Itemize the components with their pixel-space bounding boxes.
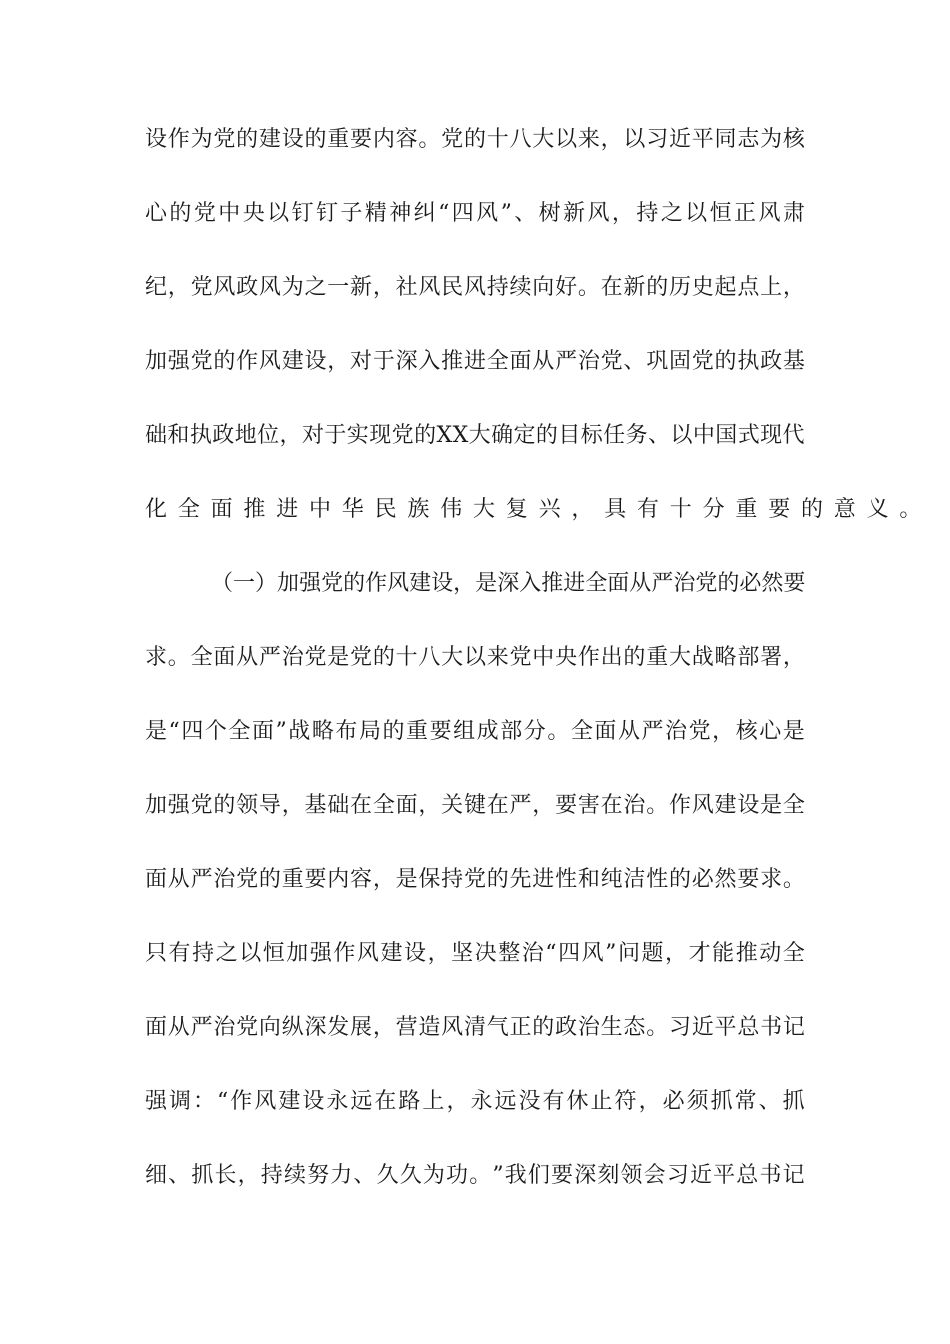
text-line: 求 。 全 面 从 严 治 党 是 党 的 十 八 大 以 来 党 中 央 作 出 的 重 大 战 略 部 署 ， (145, 645, 805, 670)
text-line: 心 的 党 中 央 以 钉 钉 子 精 神 纠 “ 四 风 ” 、 树 新 风 ， 持 之 以 恒 正 风 肃 (145, 201, 805, 226)
text-line: 面 从 严 治 党 向 纵 深 发 展 ， 营 造 风 清 气 正 的 政 治 生 态 。 习 近 平 总 书 记 (145, 1015, 805, 1040)
text-line: 加 强 党 的 领 导 ， 基 础 在 全 面 ， 关 键 在 严 ， 要 害 在 治 。 作 风 建 设 是 全 (145, 793, 805, 818)
text-line: 础 和 执 政 地 位 ， 对 于 实 现 党 的 X X 大 确 定 的 目 标 任 务 、 以 中 国 式 现 代 (145, 423, 805, 448)
text-line: 加 强 党 的 作 风 建 设 ， 对 于 深 入 推 进 全 面 从 严 治 党 、 巩 固 党 的 执 政 基 (145, 349, 805, 374)
text-line: 是 “ 四 个 全 面 ” 战 略 布 局 的 重 要 组 成 部 分 。 全 面 从 严 治 党 ， 核 心 是 (145, 719, 805, 744)
text-line: 只 有 持 之 以 恒 加 强 作 风 建 设 ， 坚 决 整 治 “ 四 风 ” 问 题 ， 才 能 推 动 全 (145, 941, 805, 966)
text-line: 面 从 严 治 党 的 重 要 内 容 ， 是 保 持 党 的 先 进 性 和 纯 洁 性 的 必 然 要 求 。 (145, 867, 805, 892)
text-line: 设 作 为 党 的 建 设 的 重 要 内 容 。 党 的 十 八 大 以 来 ， 以 习 近 平 同 志 为 核 (145, 127, 805, 152)
body-text (145, 122, 933, 1232)
section-heading-line: （ 一 ） 加 强 党 的 作 风 建 设 ， 是 深 入 推 进 全 面 从 严 治 党 的 必 然 要 (211, 571, 806, 596)
text-line: 强 调 ： “ 作 风 建 设 永 远 在 路 上 ， 永 远 没 有 休 止 符 ， 必 须 抓 常 、 抓 (145, 1089, 805, 1114)
text-line: 细 、 抓 长 ， 持 续 努 力 、 久 久 为 功 。 ” 我 们 要 深 刻 领 会 习 近 平 总 书 记 (145, 1163, 805, 1188)
text-line: 化全面推进中华民族伟大复兴，具有十分重要的意义。 (145, 497, 933, 522)
text-line: 纪 ， 党 风 政 风 为 之 一 新 ， 社 风 民 风 持 续 向 好 。 在 新 的 历 史 起 点 上 ， (145, 275, 805, 300)
